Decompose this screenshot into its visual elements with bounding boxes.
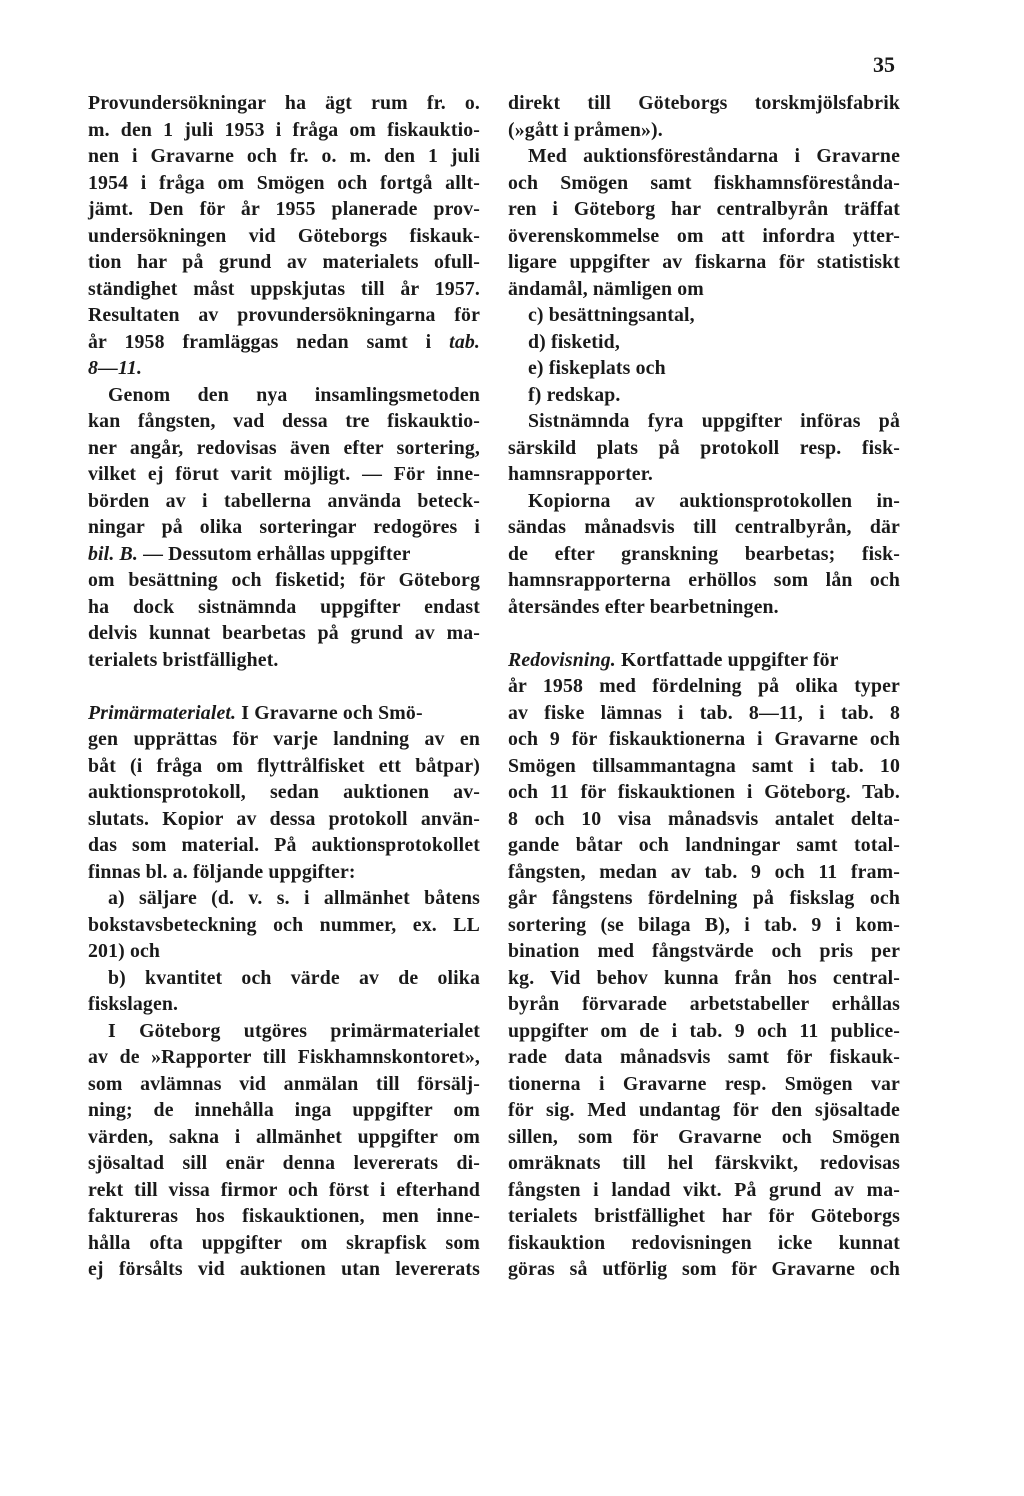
- text-line: sändas månadsvis till centralbyrån, där: [508, 516, 900, 538]
- text-line: de efter granskning bearbetas; fisk-: [508, 542, 900, 565]
- text-line: undersökningen vid Göteborgs fiskauk-: [88, 224, 480, 247]
- text-line: och 9 för fiskauktionerna i Gravarne och: [508, 728, 900, 750]
- text-line: ej försålts vid auktionen utan levererats: [88, 1258, 480, 1280]
- text-line: ha dock sistnämnda uppgifter endast: [88, 595, 480, 618]
- text-line: år 1958 med fördelning på olika typer: [508, 675, 900, 697]
- text-line: fiskslagen.: [88, 993, 179, 1015]
- text-line: Resultaten av provundersökningarna för: [88, 304, 480, 326]
- text-line: ren i Göteborg har centralbyrån träffat: [508, 198, 900, 220]
- text-line: Kopiorna av auktionsprotokollen in-: [528, 489, 900, 512]
- text-line: ning; de innehålla inga uppgifter om: [88, 1099, 480, 1121]
- text-line: faktureras hos fiskauktionen, men inne-: [88, 1205, 480, 1227]
- left-text-column: [88, 90, 480, 1283]
- table-reference: tab.: [449, 330, 480, 353]
- text-line: båt (i fråga om flyttrålfisket ett båtpar): [88, 754, 480, 777]
- text-line: uppgifter om de i tab. 9 och 11 publice-: [508, 1019, 900, 1042]
- text-line: vilket ej förut varit möjligt. — För inne-: [88, 463, 480, 485]
- text-line: terialets bristfällighet.: [88, 648, 279, 671]
- text-line: finnas bl. a. följande uppgifter:: [88, 860, 356, 883]
- text-line: kg. Vid behov kunna från hos central-: [508, 966, 900, 989]
- text-line: och 11 för fiskauktionen i Göteborg. Tab.: [508, 781, 900, 803]
- text-line: tionerna i Gravarne resp. Smögen var: [508, 1072, 900, 1095]
- text-line: [508, 647, 900, 674]
- text-line: som avlämnas vid anmälan till försälj-: [88, 1072, 480, 1095]
- text-line: slutats. Kopior av dessa protokoll använ-: [88, 807, 480, 830]
- list-item: e) fiskeplats och: [528, 357, 666, 379]
- text-line: fångsten, medan av tab. 9 och 11 fram-: [508, 860, 900, 883]
- text-line: [88, 541, 480, 568]
- list-item: c) besättningsantal,: [528, 304, 695, 326]
- text-line: av fiske lämnas i tab. 8—11, i tab. 8: [508, 701, 900, 724]
- right-text-column: [508, 90, 900, 1283]
- text-line: återsändes efter bearbetningen.: [508, 595, 779, 618]
- text-line: för sig. Med undantag för den sjösaltade: [508, 1099, 900, 1121]
- text-line: omräknats till hel färskvikt, redovisas: [508, 1152, 900, 1174]
- text-line: om besättning och fisketid; för Göteborg: [88, 569, 480, 591]
- text-line: ningar på olika sorteringar redogöres i: [88, 516, 480, 538]
- text-line: fiskauktion redovisningen icke kunnat: [508, 1231, 900, 1254]
- text-line: 8 och 10 visa månadsvis antalet delta-: [508, 807, 900, 830]
- text-run: år 1958 framläggas nedan samt i: [88, 330, 450, 353]
- text-line: sjösaltad sill enär denna levererats di-: [88, 1152, 480, 1174]
- text-line: och Smögen samt fiskhamnsförestånda-: [508, 171, 900, 194]
- text-line: rade data månadsvis samt för fiskauk-: [508, 1046, 900, 1068]
- text-line: terialets bristfällighet har för Göteborgs: [508, 1205, 900, 1227]
- text-line: kan fångsten, vad dessa tre fiskauktio-: [88, 410, 480, 432]
- text-line: Med auktionsföreståndarna i Gravarne: [528, 145, 900, 167]
- text-line: värden, sakna i allmänhet uppgifter om: [88, 1125, 480, 1148]
- text-run: — Dessutom erhållas uppgifter: [137, 542, 411, 565]
- text-line: byrån förvarade arbetstabeller erhållas: [508, 993, 900, 1015]
- list-item: b) kvantitet och värde av de olika: [108, 966, 480, 989]
- text-line: ner angår, redovisas även efter sortering,: [88, 436, 480, 459]
- text-line: särskild plats på protokoll resp. fisk-: [508, 436, 900, 459]
- text-line: sortering (se bilaga B), i tab. 9 i kom-: [508, 913, 900, 936]
- appendix-reference: bil. B.: [88, 542, 138, 565]
- text-line: hamnsrapporter.: [508, 463, 653, 485]
- list-item: f) redskap.: [528, 383, 621, 406]
- text-line: går fångstens fördelning på fiskslag och: [508, 887, 900, 909]
- text-line: överenskommelse om att infordra ytter-: [508, 224, 900, 247]
- text-line: I Göteborg utgöres primärmaterialet: [108, 1019, 480, 1042]
- text-line: fångsten i landad vikt. På grund av ma-: [508, 1178, 900, 1201]
- text-line: 1954 i fråga om Smögen och fortgå allt-: [88, 171, 480, 194]
- text-line: ligare uppgifter av fiskarna för statistiskt: [508, 251, 900, 273]
- text-line: bokstavsbeteckning och nummer, ex. LL: [88, 913, 480, 936]
- text-line: gen upprättas för varje landning av en: [88, 728, 480, 750]
- text-line: tion har på grund av materialets ofull-: [88, 251, 480, 273]
- text-line: av de »Rapporter till Fiskhamnskontoret»,: [88, 1046, 480, 1068]
- text-line: nen i Gravarne och fr. o. m. den 1 juli: [88, 145, 480, 167]
- text-line: delvis kunnat bearbetas på grund av ma-: [88, 622, 480, 644]
- section-heading: Redovisning.: [508, 648, 616, 671]
- text-line: [88, 700, 480, 727]
- table-reference: 8—11.: [88, 357, 143, 379]
- list-item: d) fisketid,: [528, 330, 620, 353]
- text-line: auktionsprotokoll, sedan auktionen av-: [88, 781, 480, 803]
- text-line: hamnsrapporterna erhöllos som lån och: [508, 569, 900, 591]
- text-line: rekt till vissa firmor och först i efterhand: [88, 1178, 480, 1201]
- text-line: 201) och: [88, 940, 161, 962]
- text-line: direkt till Göteborgs torskmjölsfabrik: [508, 92, 900, 114]
- page-number: 35: [873, 52, 895, 77]
- text-line: m. den 1 juli 1953 i fråga om fiskauktio-: [88, 118, 480, 141]
- text-line: Provundersökningar ha ägt rum fr. o.: [88, 92, 480, 114]
- text-run: I Gravarne och Smö-: [236, 701, 423, 724]
- text-line: Sistnämnda fyra uppgifter införas på: [528, 410, 900, 432]
- list-item: a) säljare (d. v. s. i allmänhet båtens: [108, 887, 480, 909]
- text-line: ändamål, nämligen om: [508, 277, 704, 300]
- text-line: das som material. På auktionsprotokollet: [88, 834, 480, 856]
- text-line: göras så utförlig som för Gravarne och: [508, 1258, 900, 1280]
- text-run: Kortfattade uppgifter för: [615, 648, 839, 671]
- section-heading: Primärmaterialet.: [88, 701, 237, 724]
- text-line: Smögen tillsammantagna samt i tab. 10: [508, 754, 900, 777]
- text-line: bination med fångstvärde och pris per: [508, 940, 900, 962]
- text-line: börden av i tabellerna använda beteck-: [88, 489, 480, 512]
- text-line: (»gått i pråmen»).: [508, 118, 663, 141]
- text-line: Genom den nya insamlingsmetoden: [108, 383, 480, 406]
- text-line: jämt. Den för år 1955 planerade prov-: [88, 198, 480, 220]
- text-line: gande båtar och landningar samt total-: [508, 834, 900, 856]
- text-line: sillen, som för Gravarne och Smögen: [508, 1125, 900, 1148]
- text-line: hålla ofta uppgifter om skrapfisk som: [88, 1231, 480, 1254]
- text-line: [88, 329, 480, 356]
- text-line: ständighet måst uppskjutas till år 1957.: [88, 277, 480, 300]
